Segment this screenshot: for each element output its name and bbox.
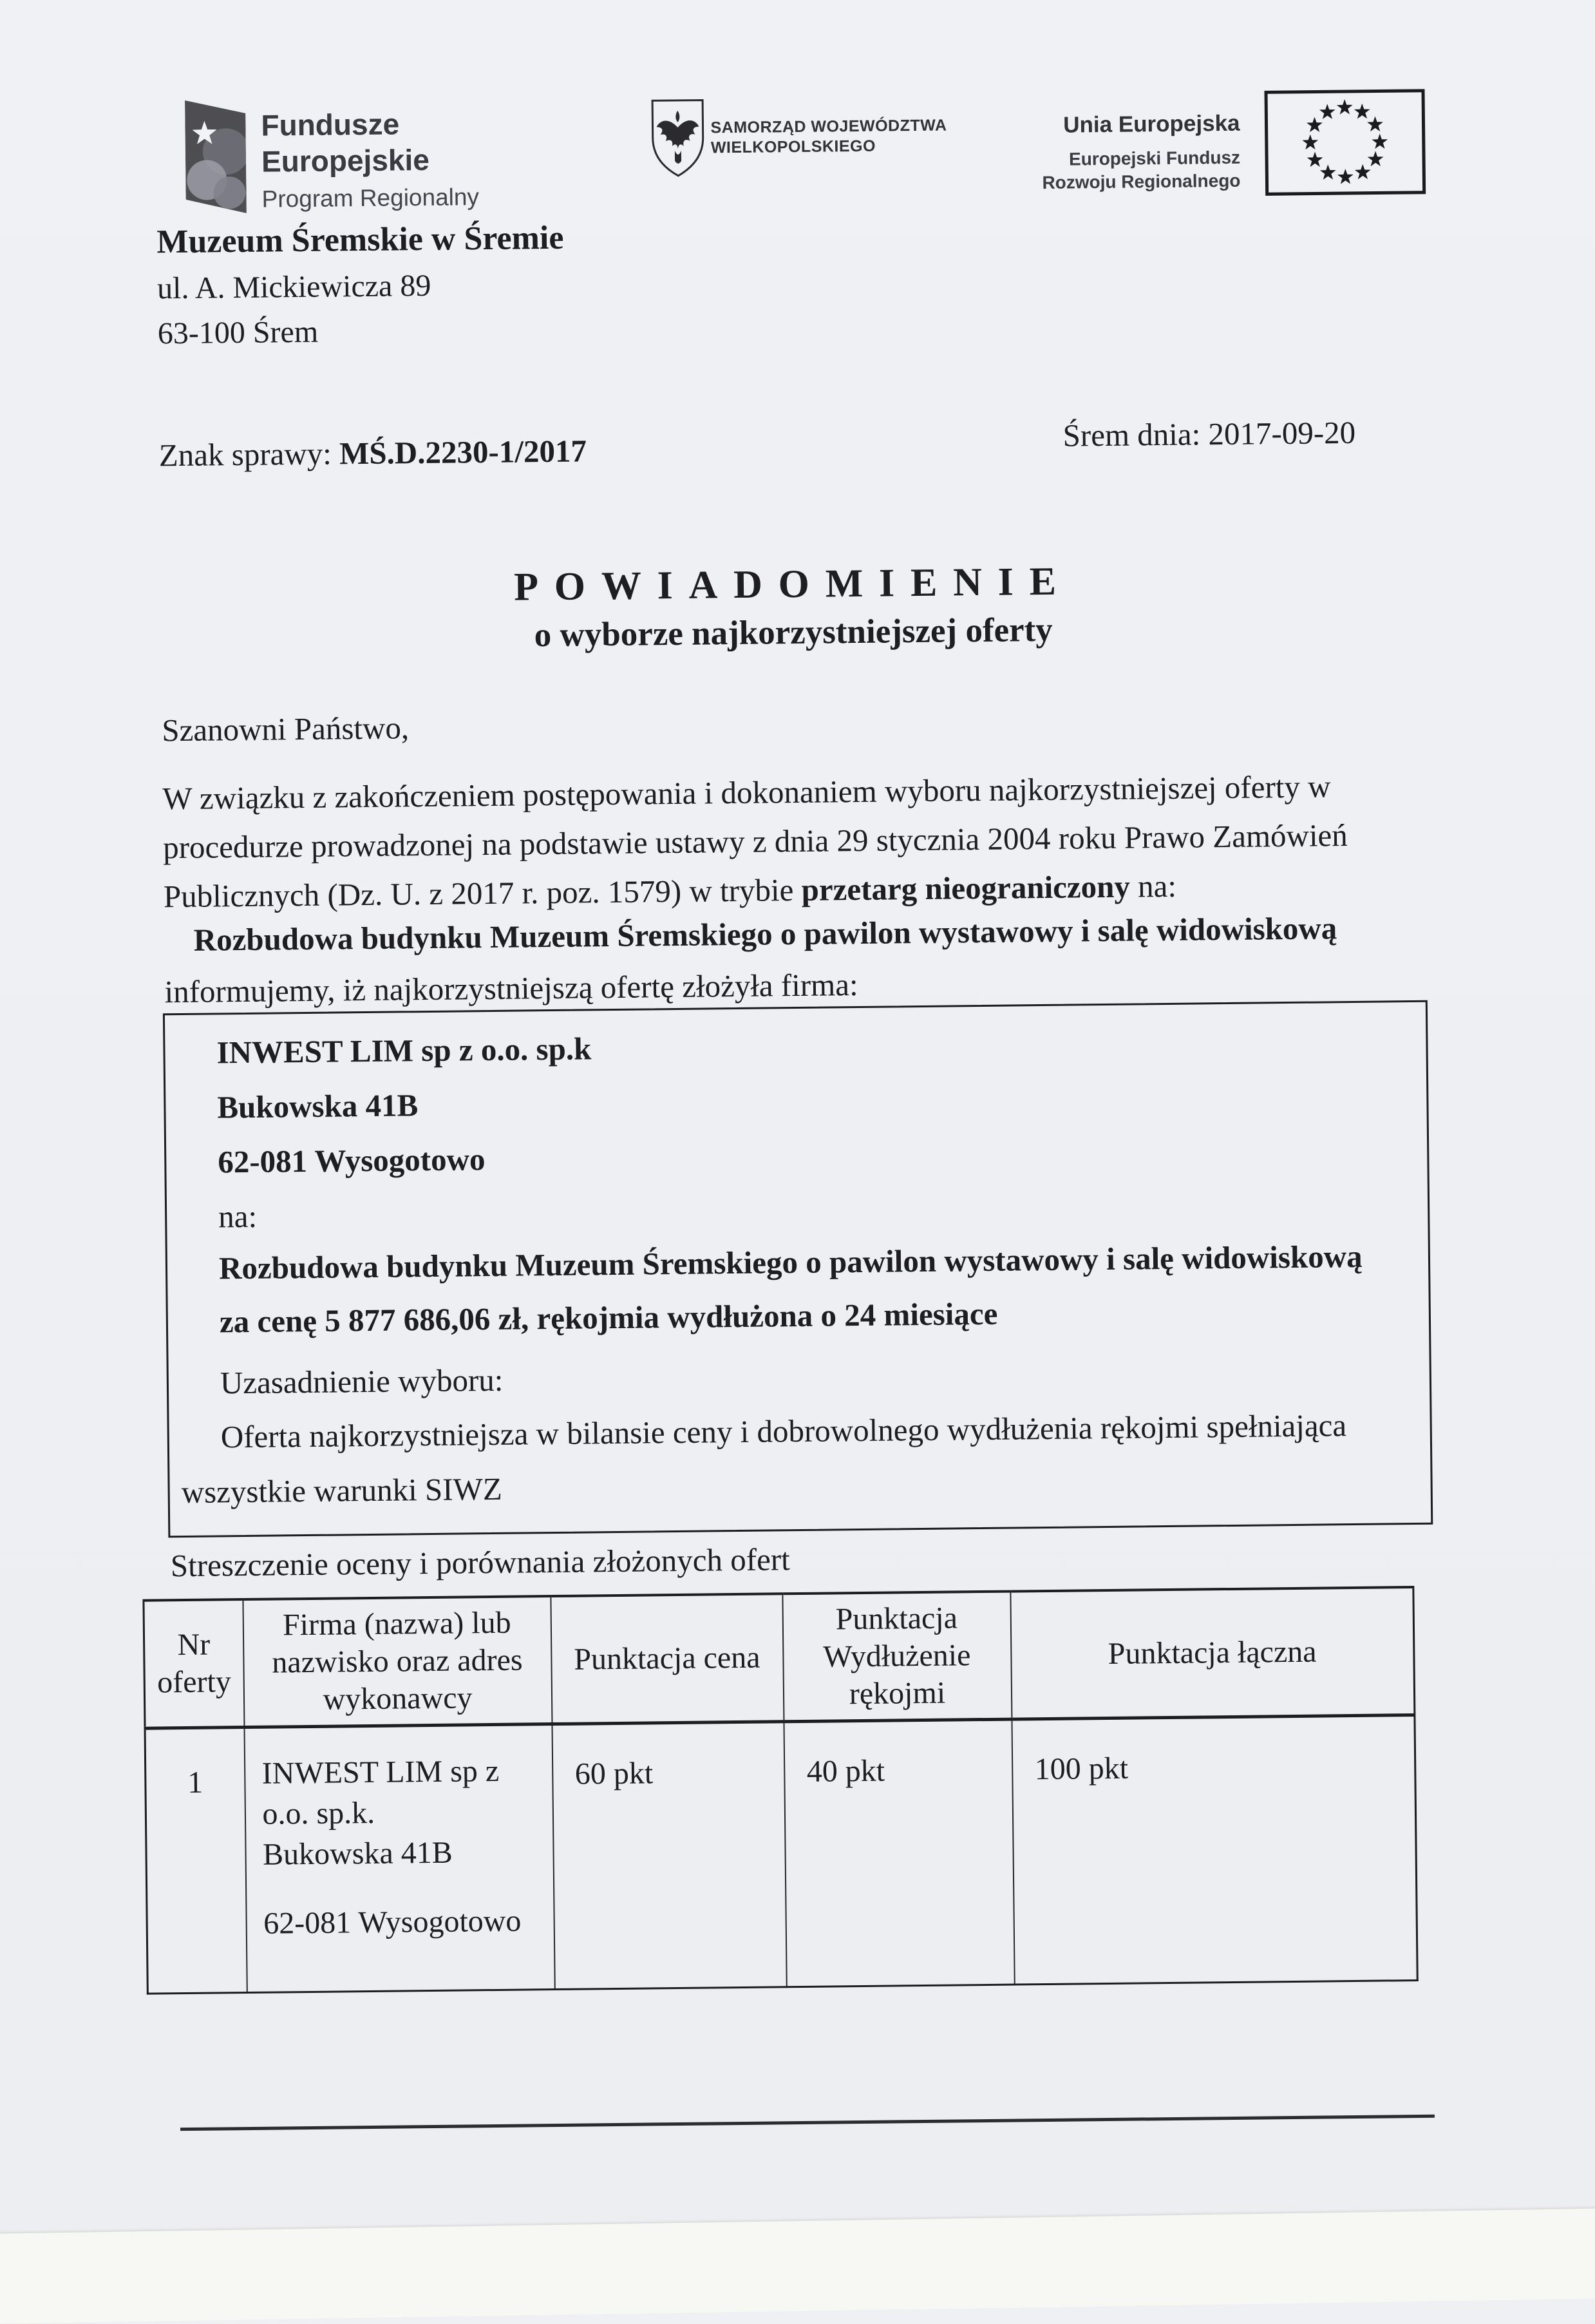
sender-city: 63-100 Śrem: [157, 314, 319, 351]
unia-europejska-label: Unia Europejska: [1063, 110, 1240, 138]
signature-line: [180, 2115, 1435, 2131]
fundusze-label: Fundusze: [261, 107, 400, 142]
justification-line2: wszystkie warunki SIWZ: [181, 1471, 503, 1510]
europejskie-label: Europejskie: [261, 142, 430, 178]
case-label: Znak sprawy:: [158, 435, 340, 473]
summary-heading: Streszczenie oceny i porównania złożonych ofert: [170, 1541, 791, 1584]
offer-company-line3: Bukowska 41B: [262, 1835, 453, 1872]
offer-company-line1: INWEST LIM sp z: [261, 1753, 500, 1791]
offer-company-line4: 62-081 Wysogotowo: [263, 1903, 522, 1941]
case-number: MŚ.D.2230-1/2017: [339, 433, 587, 471]
inform-line: informujemy, iż najkorzystniejszą ofertę złożyła firma:: [164, 967, 858, 1010]
winner-na-label: na:: [218, 1198, 258, 1235]
intro-line1: W związku z zakończeniem postępowania i dokonaniem wyboru najkorzystniejszej oferty w: [162, 768, 1331, 817]
wielkopolska-crest-icon: [648, 97, 707, 179]
col-header-nr: Nr oferty: [144, 1599, 244, 1728]
sender-name: Muzeum Śremskie w Śremie: [156, 219, 564, 261]
document-title: POWIADOMIENIE: [513, 559, 1073, 609]
eu-flag-icon: [1264, 89, 1426, 196]
intro-line3-post: na:: [1129, 868, 1177, 904]
offers-table-header: [144, 1587, 1415, 1728]
efrr-line2: Rozwoju Regionalnego: [1042, 170, 1241, 193]
salutation: Szanowni Państwo,: [162, 710, 410, 748]
offer-company-cell: [244, 1724, 554, 1993]
col-header-punktacja-rekojmia: Punktacja Wydłużenie rękojmi: [782, 1592, 1012, 1722]
winner-subject: Rozbudowa budynku Muzeum Śremskiego o pawilon wystawowy i salę widowiskową: [218, 1238, 1363, 1286]
document-subtitle: o wyborze najkorzystniejszej oferty: [534, 611, 1053, 654]
offer-total-points-cell: 100 pkt: [1012, 1715, 1417, 1985]
winner-street: Bukowska 41B: [217, 1087, 419, 1125]
eu-funds-flag-icon: [185, 100, 247, 214]
col-header-punktacja-cena: Punktacja cena: [551, 1594, 784, 1724]
intro-paragraph: [162, 761, 1445, 921]
offer-number-cell: 1: [145, 1728, 247, 1994]
samorzad-line1: SAMORZĄD WOJEWÓDZTWA: [710, 116, 947, 137]
winner-price: za cenę 5 877 686,06 zł, rękojmia wydłużona o 24 miesiące: [219, 1295, 998, 1340]
program-regionalny-label: Program Regionalny: [261, 184, 480, 213]
date-line: Śrem dnia: 2017-09-20: [1062, 414, 1356, 453]
eu-logo-text: [982, 110, 1240, 195]
justification-line1: Oferta najkorzystniejsza w bilansie ceny i dobrowolnego wydłużenia rękojmi spełniająca: [220, 1407, 1347, 1455]
intro-line2: procedurze prowadzonej na podstawie ustawy z dnia 29 stycznia 2004 roku Prawo Zamówień: [162, 817, 1348, 866]
samorzad-line2: WIELKOPOLSKIEGO: [710, 137, 876, 157]
offer-company-gap: [263, 1872, 546, 1903]
col-header-punktacja-laczna: Punktacja łączna: [1010, 1587, 1415, 1719]
winner-box: [163, 1000, 1433, 1538]
eu-funds-logo-text: [261, 104, 597, 214]
winner-city: 62-081 Wysogotowo: [218, 1141, 486, 1180]
intro-line3-bold: przetarg nieograniczony: [801, 868, 1131, 908]
offer-price-points-cell: 60 pkt: [552, 1722, 786, 1990]
offer-company-line2: o.o. sp.k.: [262, 1795, 375, 1831]
samorzad-logo-text: [710, 115, 981, 158]
offers-table: [142, 1586, 1418, 1995]
efrr-line1: Europejski Fundusz: [1068, 147, 1241, 169]
col-header-firma: Firma (nazwa) lub nazwisko oraz adres wykonawcy: [243, 1596, 552, 1727]
justification-label: Uzasadnienie wyboru:: [220, 1362, 504, 1401]
table-row: [145, 1715, 1417, 1994]
sender-street: ul. A. Mickiewicza 89: [156, 268, 431, 306]
case-reference: [159, 432, 587, 473]
intro-line3-pre: Publicznych (Dz. U. z 2017 r. poz. 1579) w trybie: [163, 872, 802, 915]
offer-warranty-points-cell: 40 pkt: [784, 1719, 1014, 1987]
winner-company: INWEST LIM sp z o.o. sp.k: [216, 1031, 592, 1071]
procurement-subject: Rozbudowa budynku Muzeum Śremskiego o pawilon wystawowy i salę widowiskową: [193, 910, 1337, 958]
